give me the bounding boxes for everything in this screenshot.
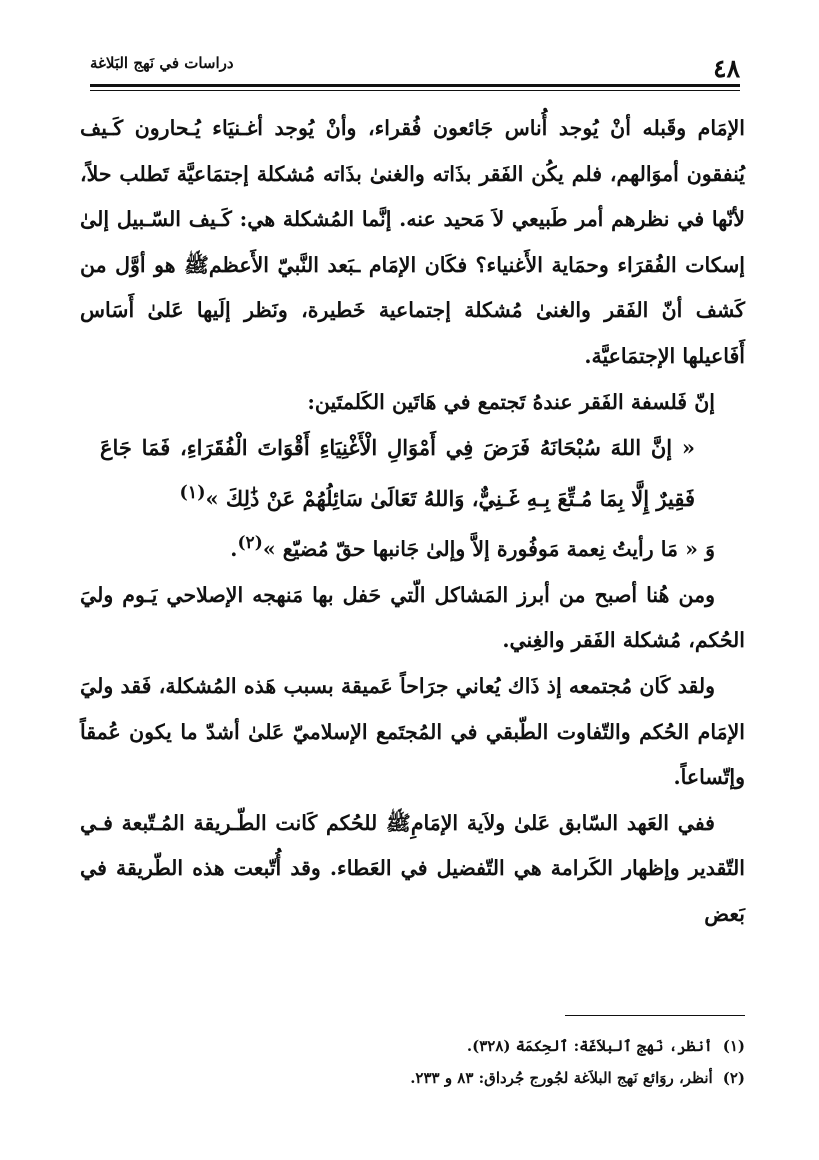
footnote-ref-1: (١) [179,482,206,503]
quote-2-text: « مَا رأيتُ نِعمة مَوفُورة إلاَّ وإلىٰ جَانبها حقّ مُضيّع » [262,537,698,562]
footnote-1-text: أنظر، نَهج ٱلبلاَغَة: ٱلحِكمَة (٣٢٨). [466,1037,713,1055]
header-rule-thin [90,90,740,91]
footnote-separator [565,1015,745,1016]
paragraph-2: إنّ فَلسفة الفَقر عندهُ تَجتمع في هَاتَين الكَلمتَين: [307,389,715,414]
quote-1-text: « إنَّ اللهَ سُبْحَانَهُ فَرَضَ فِي أَمْوَالِ الْأَغْنِيَاءِ أَقْوَاتَ الْفُقَرَاءِ، فَمَا جَاعَ فَقِيرٌ إِلَّا بِمَا مُـتِّعَ بِـهِ غَـنِيٌّ، وَاللهُ تَعَالَىٰ سَائِلُهُمْ عَنْ ذَٰلِكَ » [100,435,695,511]
footnote-2-mark: (٢) [722,1069,745,1087]
footnote-1 [80,1030,745,1062]
quote-2-end: . [230,537,238,562]
paragraph-1: الإمَام وقَبله أنْ يُوجد أُناس جَائعون فُقراء، وأنْ يُوجد أغـنيَاء يُـحارون كَـيف يُنفقون أموَالهم، فلم يكُن الفَقر بذَاته والغنىٰ بذَاته مُشكلة إجتمَاعيَّة تَطلب حلاً، لأنّها في نظرهم أمر طَبيعي لاَ مَحيد عنه. إنَّما المُشكلة هي: كَـيف السّـبيل إلىٰ إسكات الفُقرَاء وحمَاية الأَغنياء؟ فكَان الإمَام ـبَعد النَّبيّ الأَعظمﷺ هو أوَّل من كَشف أنّ الفَقر والغنىٰ مُشكلة إجتماعية خَطيرة، ونَظر إلَيها عَلىٰ أَسَاس أَفَاعيلها الإجتمَاعيَّة. [80,116,745,368]
main-text [80,106,745,938]
page-number: ٤٨ [713,54,740,83]
hadith-quote-2 [80,521,745,572]
running-title: دراسات في نَهج البَلاغة [90,54,234,72]
paragraph-3: ومن هُنا أصبح من أبرز المَشاكل الّتي حَفل بها مَنهجه الإصلاحي يَـوم وليَ الحُكم، مُشكلة الفَقر والغِني. [80,582,745,653]
footnote-2 [80,1062,745,1094]
paragraph-4: ولقد كَان مُجتمعه إذ ذَاك يُعاني جرَاحاً عَميقة بسبب هَذه المُشكلة، فَقد وليَ الإمَام الحُكم والتّفاوت الطّبقي في المُجتَمع الإسلاميّ عَلىٰ أشدّ ما يكون عُمقاً وإتّساعاً. [80,673,745,790]
paragraph-5: ففي العَهد السّابق عَلىٰ ولاَية الإمَامِﷺ للحُكم كَانت الطّـريقة المُـتّبعة فـي التّقدير وإظهار الكَرامة هي التّفضيل في العَطاء. وقد أُتّبعت هذه الطّريقة في بَعض [80,810,745,926]
quote-2-lead: وَ [705,537,715,562]
footnote-1-mark: (١) [722,1037,745,1055]
hadith-quote-1 [80,425,745,521]
footnote-ref-2: (٢) [237,533,263,554]
header-rule-thick [90,84,740,87]
footnote-2-text: أنظر، روَائع نَهج البلاَغة لجُورج جُرداق: ٨٣ و ٢٣٣. [410,1069,713,1087]
footnotes [80,1030,745,1094]
